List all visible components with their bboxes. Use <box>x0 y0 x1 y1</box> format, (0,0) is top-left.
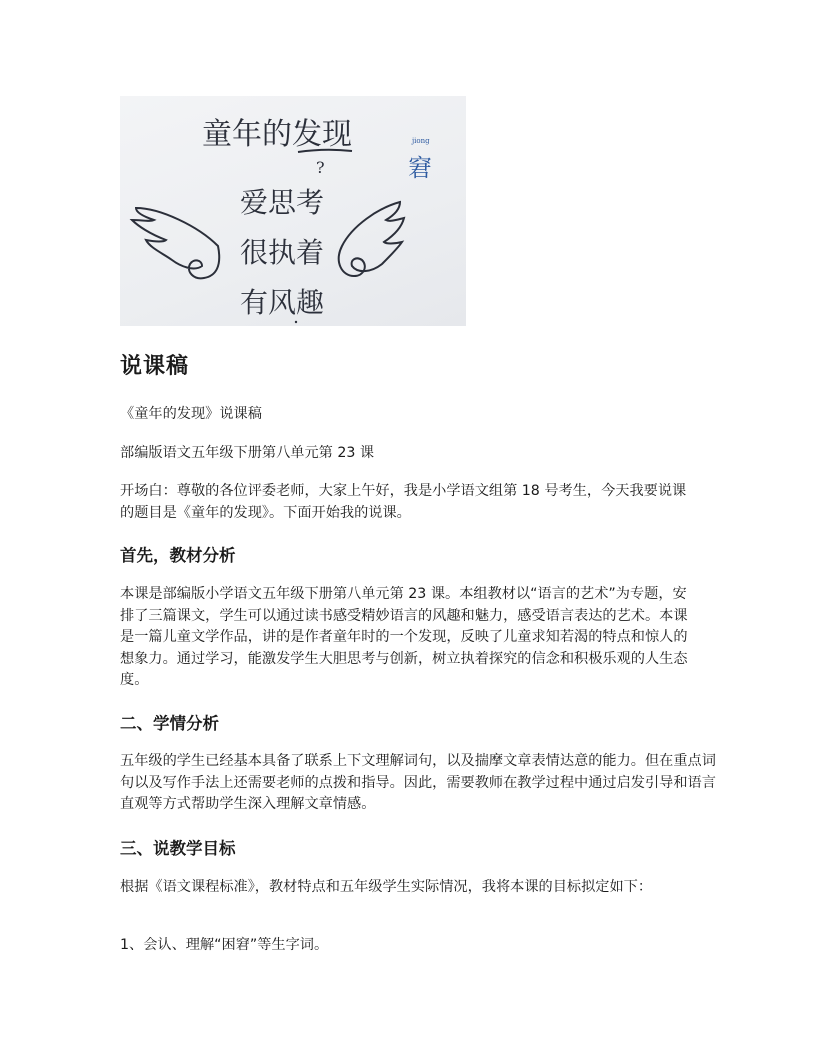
section-3-body: 根据《语文课程标准》，教材特点和五年级学生实际情况，我将本课的目标拟定如下： <box>120 879 653 895</box>
section-3-heading: 三、说教学目标 <box>120 839 236 858</box>
objective-item-1: 1、会认、理解“困窘”等生字词。 <box>120 937 329 953</box>
signature-pinyin: jiong <box>412 137 430 145</box>
handwritten-line-3: 有风趣 <box>240 286 325 319</box>
signature-character: 窘 <box>408 154 432 182</box>
course-info: 部编版语文五年级下册第八单元第 23 课 <box>120 445 375 461</box>
left-wing-drawing <box>132 208 219 278</box>
handwritten-note-image <box>120 96 466 326</box>
document-subtitle: 《童年的发现》说课稿 <box>120 406 262 422</box>
section-1-heading: 首先，教材分析 <box>120 546 236 565</box>
section-2-body: 五年级的学生已经基本具备了联系上下文理解词句，以及揣摩文章表情达意的能力。但在重点词句以及写作手法上还需要老师的点拨和指导。因此，需要教师在教学过程中通过启发引导和语言直观等方式帮助学生深入理解文章情感。 <box>120 753 716 812</box>
section-1-body: 本课是部编版小学语文五年级下册第八单元第 23 课。本组教材以“语言的艺术”为专题，安排了三篇课文，学生可以通过读书感受精妙语言的风趣和魅力，感受语言表达的艺术。本课是一篇儿童文学作品，讲的是作者童年时的一个发现，反映了儿童求知若渴的特点和惊人的想象力。通过学习，能激发学生大胆思考与创新，树立执着探究的信念和积极乐观的人生态度。 <box>120 586 688 688</box>
handwritten-line-2: 很执着 <box>240 236 325 269</box>
opening-paragraph: 开场白：尊敬的各位评委老师，大家上午好，我是小学语文组第 18 号考生，今天我要说课的题目是《童年的发现》。下面开始我的说课。 <box>120 483 687 521</box>
ink-dot <box>295 321 297 323</box>
document-title: 说课稿 <box>120 354 190 379</box>
section-2-heading: 二、学情分析 <box>120 714 219 733</box>
handwriting-drawing <box>120 96 466 326</box>
right-wing-drawing <box>339 202 404 276</box>
handwritten-line-1: 爱思考 <box>240 186 325 219</box>
handwritten-title: 童年的发现 <box>202 117 352 152</box>
handwritten-question-mark: ? <box>316 158 325 177</box>
